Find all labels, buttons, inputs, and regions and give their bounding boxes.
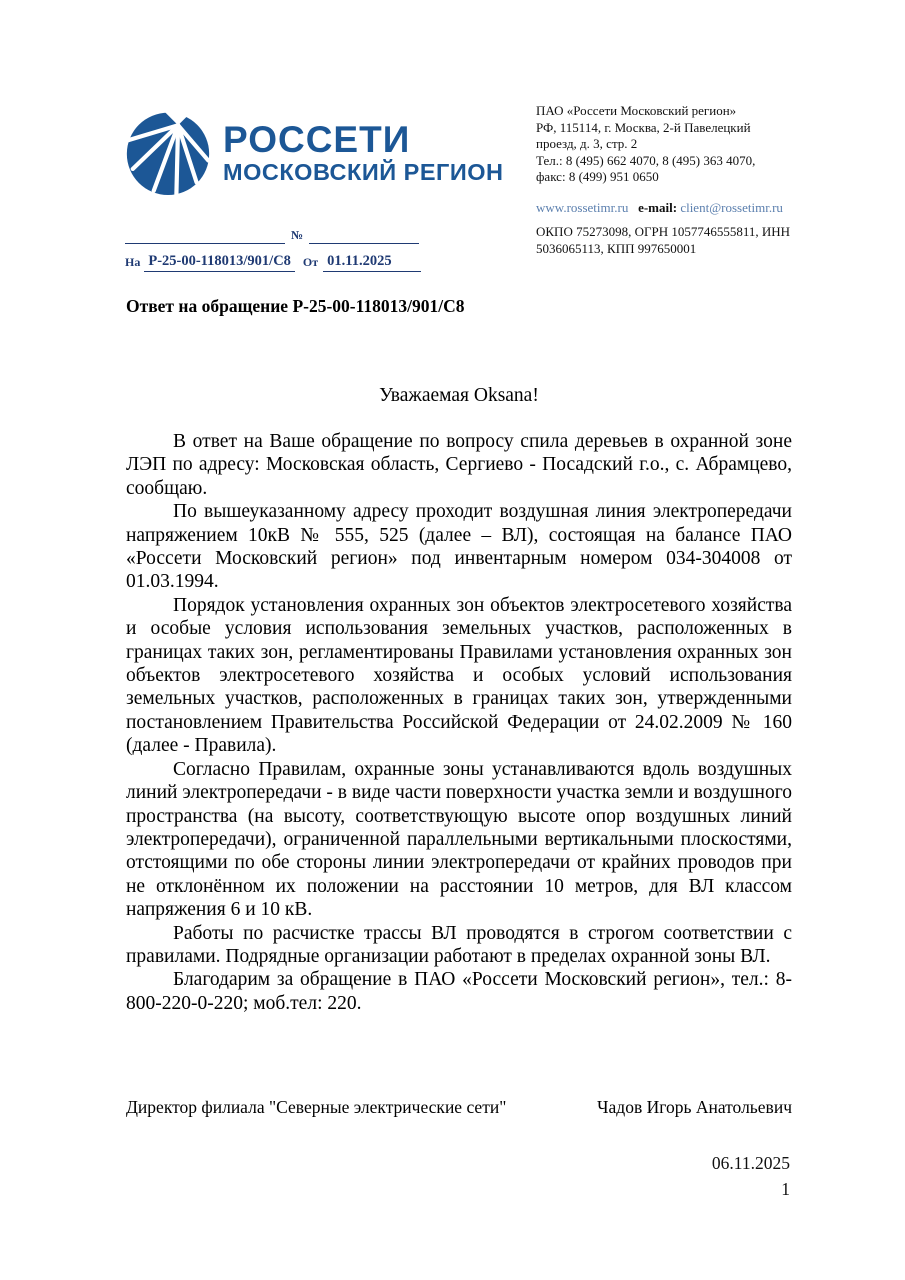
outgoing-date-blank-field <box>309 243 419 244</box>
body-paragraph: Благодарим за обращение в ПАО «Россети Московский регион», тел.: 8-800-220-0-220; моб.тел: 220. <box>126 969 792 1014</box>
email-label: e-mail: <box>638 199 678 215</box>
body-paragraph: По вышеуказанному адресу проходит воздушная линия электропередачи напряжением 10кВ № 555, 525 (далее – ВЛ), состоящая на балансе ПАО «Россети Московский регион» под инвентарным номером 034-304008 от 01.03.1994. <box>126 501 792 593</box>
number-sign-label: № <box>291 228 304 242</box>
letter-body <box>126 430 792 1015</box>
reference-block <box>125 224 421 272</box>
contact-phone: Тел.: 8 (495) 662 4070, 8 (495) 363 4070, <box>536 152 756 168</box>
rosseti-globe-icon <box>126 110 210 196</box>
signer-name: Чадов Игорь Анатольевич <box>597 1097 792 1117</box>
contact-org: ПАО «Россети Московский регион» <box>536 103 737 118</box>
company-logo <box>126 110 503 196</box>
page-number: 1 <box>781 1179 790 1199</box>
letter-footer <box>712 1150 790 1202</box>
outgoing-ref-blank-field <box>125 243 285 244</box>
signature-row <box>126 1097 792 1118</box>
body-paragraph: Работы по расчистке трассы ВЛ проводятся в строгом соответствии с правилами. Подрядные организации работают в пределах охранной зоны ВЛ. <box>126 922 792 967</box>
salutation: Уважаемая Oksana! <box>379 385 539 406</box>
reg-line2: 5036065113, КПП 997650001 <box>536 240 697 256</box>
body-paragraph: Порядок установления охранных зон объектов электросетевого хозяйства и особые условия использования земельных участков, расположенных в границах таких зон, регламентированы Правилами установления охранных зон объектов электросетевого хозяйства и особых условий использования земельных участков, расположенных в границах таких зон, утвержденными постановлением Правительства Российской Федерации от 24.02.2009 № 160 (далее - Правила). <box>126 594 792 757</box>
email-link[interactable]: client@rossetimr.ru <box>680 199 783 215</box>
body-paragraph: В ответ на Ваше обращение по вопросу спила деревьев в охранной зоне ЛЭП по адресу: Московская область, Сергиево - Посадский г.о., с. Абрамцево, сообщаю. <box>126 431 792 499</box>
letter-subject: Ответ на обращение Р-25-00-118013/901/С8 <box>126 296 465 316</box>
website-link[interactable]: www.rossetimr.ru <box>536 199 629 215</box>
letter-date: 06.11.2025 <box>711 1153 790 1173</box>
contact-fax: факс: 8 (499) 951 0650 <box>536 169 659 184</box>
contact-address-line2: проезд, д. 3, стр. 2 <box>536 136 638 151</box>
contact-registration <box>536 224 801 257</box>
incoming-ref-number: Р-25-00-118013/901/С8 <box>144 253 295 272</box>
ot-label: От <box>302 255 319 269</box>
logo-brand-name: РОССЕТИ <box>223 119 411 160</box>
contact-address-line1: РФ, 115114, г. Москва, 2-й Павелецкий <box>536 119 751 135</box>
contact-links <box>536 200 801 217</box>
logo-text <box>223 121 503 185</box>
body-paragraph: Согласно Правилам, охранные зоны устанавливаются вдоль воздушных линий электропередачи - в виде части поверхности участка земли и воздушного пространства (на высоту, соответствующую высоте опор воздушных линий электропередачи), ограниченной параллельными вертикальными плоскостями, отстоящими по обе стороны линии электропередачи от крайних проводов при не отклонённом их положении на расстоянии 10 метров, для ВЛ классом напряжения 6 и 10 кВ. <box>126 758 792 921</box>
signer-position: Директор филиала "Северные электрические сети" <box>126 1097 507 1117</box>
logo-region-name: МОСКОВСКИЙ РЕГИОН <box>223 159 504 185</box>
reg-line1: ОКПО 75273098, ОГРН 1057746555811, ИНН <box>536 224 791 239</box>
na-label: На <box>125 255 141 269</box>
company-contact-block <box>536 103 801 257</box>
incoming-date: 01.11.2025 <box>323 253 421 272</box>
